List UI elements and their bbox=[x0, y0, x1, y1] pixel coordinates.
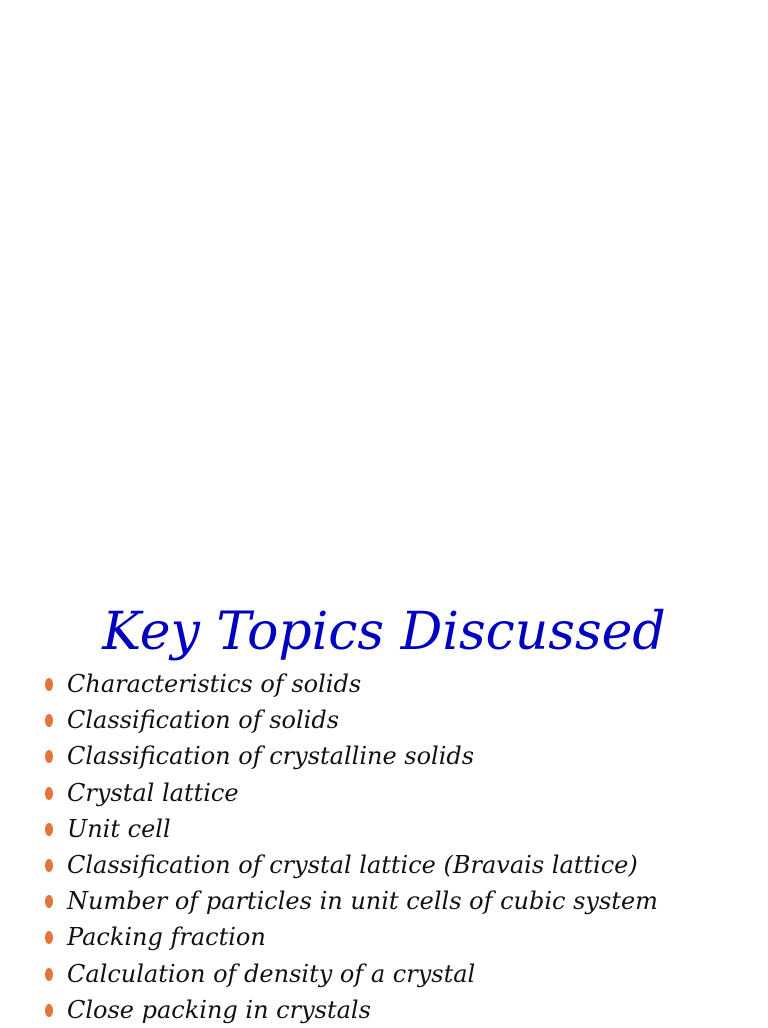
topic-text: Classification of solids bbox=[67, 706, 340, 735]
bullet-icon bbox=[45, 678, 53, 691]
bullet-icon bbox=[45, 787, 53, 800]
topic-item bbox=[0, 847, 768, 883]
bullet-icon bbox=[45, 859, 53, 872]
topic-item bbox=[0, 702, 768, 738]
bullet-icon bbox=[45, 714, 53, 727]
topic-item bbox=[0, 883, 768, 919]
topic-text: Unit cell bbox=[67, 814, 171, 843]
topic-item bbox=[0, 811, 768, 847]
topic-text: Characteristics of solids bbox=[67, 670, 362, 698]
topic-text: Calculation of density of a crystal bbox=[67, 959, 476, 988]
topic-item bbox=[0, 956, 768, 992]
bullet-icon bbox=[45, 931, 53, 944]
topic-text: Crystal lattice bbox=[67, 778, 239, 807]
topic-item bbox=[0, 775, 768, 811]
topic-item bbox=[0, 992, 768, 1028]
topic-item bbox=[0, 919, 768, 955]
bullet-icon bbox=[45, 895, 53, 908]
topic-text: Close packing in crystals bbox=[67, 995, 371, 1024]
topic-item bbox=[0, 666, 768, 702]
bullet-icon bbox=[45, 823, 53, 836]
slide-title: Key Topics Discussed bbox=[102, 602, 666, 662]
topic-text: Packing fraction bbox=[67, 923, 266, 952]
topic-text: Number of particles in unit cells of cubic system bbox=[67, 887, 658, 916]
bullet-icon bbox=[45, 1004, 53, 1017]
topic-item bbox=[0, 738, 768, 774]
bullet-icon bbox=[45, 968, 53, 981]
topic-list bbox=[0, 666, 768, 1028]
topic-text: Classification of crystal lattice (Bravais lattice) bbox=[67, 850, 638, 879]
topic-text: Classification of crystalline solids bbox=[67, 742, 475, 771]
bullet-icon bbox=[45, 750, 53, 763]
